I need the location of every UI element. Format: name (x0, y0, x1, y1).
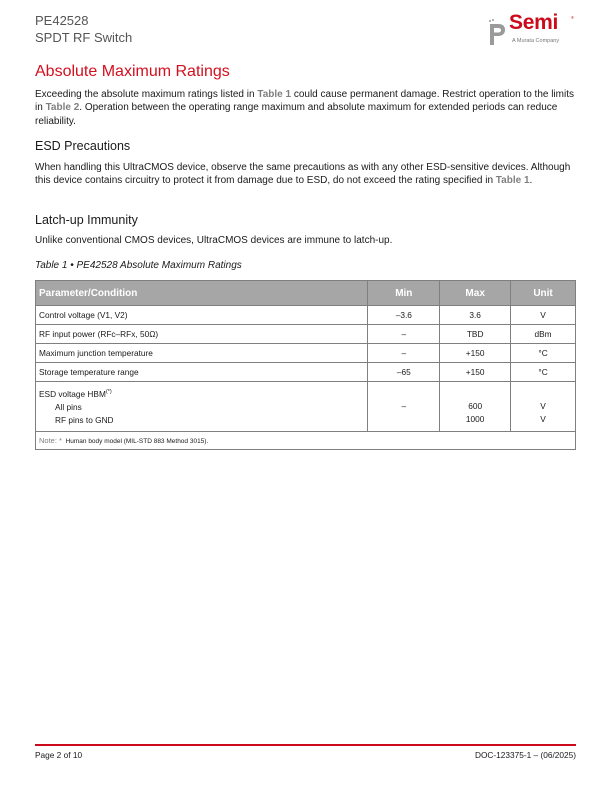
cell-min: –3.6 (368, 306, 440, 325)
cell-min: – (368, 325, 440, 344)
absolute-max-ratings-table (35, 280, 576, 450)
logo-brand-text: Semi (509, 11, 558, 34)
table-note (36, 431, 576, 449)
max-rf-pins: 1000 (465, 413, 485, 424)
esd-paragraph (35, 161, 577, 188)
max-all-pins: 600 (468, 400, 483, 411)
text: could cause permanent damage. Restrict operation to the limits in (35, 89, 574, 114)
cell-unit: °C (511, 344, 576, 363)
esd-param-label: ESD voltage HBM (39, 388, 106, 399)
table-row (36, 363, 576, 382)
esd-sub-all-pins: All pins (55, 401, 82, 412)
cell-max (440, 382, 511, 432)
part-number: PE42528 (35, 13, 89, 28)
page-number: Page 2 of 10 (35, 750, 83, 760)
cell-min: – (368, 382, 440, 432)
cell-min: –65 (368, 363, 440, 382)
cell-unit: °C (511, 363, 576, 382)
unit-rf-pins: V (540, 413, 546, 424)
cell-max: TBD (440, 325, 511, 344)
text: . Operation between the operating range maximum and absolute maximum for extended periods can reduce reliability. (35, 102, 558, 127)
header-part-number (35, 12, 132, 46)
cell-max: 3.6 (440, 306, 511, 325)
footnote-marker: (*) (105, 389, 112, 395)
cell-param: Storage temperature range (36, 363, 368, 382)
esd-heading: ESD Precautions (35, 139, 131, 153)
table-2-link[interactable]: Table 2 (45, 102, 80, 114)
cell-unit: V (511, 306, 576, 325)
logo-trademark: ® (571, 15, 574, 20)
esd-sub-rf-pins: RF pins to GND (55, 414, 114, 425)
intro-paragraph (35, 88, 577, 128)
cell-unit: dBm (511, 325, 576, 344)
text: When handling this UltraCMOS device, observe the same precautions as with any other ESD-sensitive devices. Although this device contains circuitry to protect it from damage due to ESD, do not exceed the rating specified in (35, 162, 571, 187)
section-title: Absolute Maximum Ratings (35, 63, 230, 80)
note-text: Human body model (MIL-STD 883 Method 3015). (65, 437, 209, 445)
latchup-heading: Latch-up Immunity (35, 213, 138, 227)
footer-divider (35, 744, 576, 746)
text: Exceeding the absolute maximum ratings listed in (35, 89, 258, 100)
table-note-row (36, 431, 576, 449)
note-label: Note: * (39, 435, 62, 445)
logo-tagline: A Murata Company (512, 38, 560, 44)
psemi-p-icon (487, 18, 507, 46)
cell-unit (511, 382, 576, 432)
unit-all-pins: V (540, 400, 546, 411)
table-1-link[interactable]: Table 1 (257, 89, 292, 100)
cell-max: +150 (440, 344, 511, 363)
cell-param (36, 382, 368, 432)
cell-param: RF input power (RFc–RFx, 50Ω) (36, 325, 368, 344)
cell-param: Maximum junction temperature (36, 344, 368, 363)
cell-max: +150 (440, 363, 511, 382)
cell-min: – (368, 344, 440, 363)
header-min: Min (368, 281, 440, 306)
document-id: DOC-123375-1 – (06/2025) (474, 750, 576, 760)
psemi-logo (487, 11, 577, 48)
cell-param: Control voltage (V1, V2) (36, 306, 368, 325)
table-header-row (36, 281, 576, 306)
table-row (36, 325, 576, 344)
header-parameter: Parameter/Condition (36, 281, 368, 306)
table-caption: Table 1 • PE42528 Absolute Maximum Ratings (35, 260, 242, 271)
table-1-link[interactable]: Table 1 (495, 175, 530, 187)
header-unit: Unit (511, 281, 576, 306)
product-name: SPDT RF Switch (35, 30, 133, 45)
latchup-paragraph: Unlike conventional CMOS devices, UltraCMOS devices are immune to latch-up. (35, 235, 393, 246)
header-max: Max (440, 281, 511, 306)
table-row (36, 306, 576, 325)
text: . (529, 175, 533, 187)
table-row (36, 344, 576, 363)
table-row-esd (36, 382, 576, 432)
